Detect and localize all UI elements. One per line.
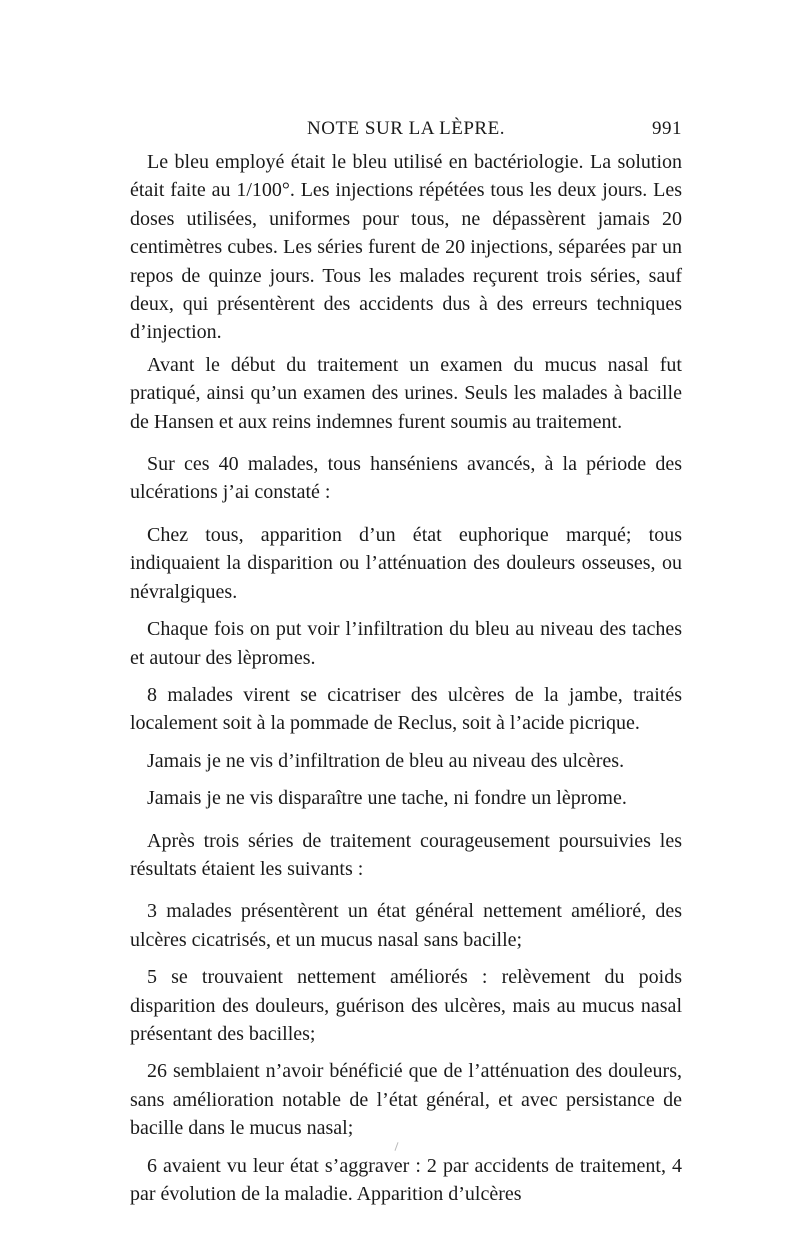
paragraph-result-worsened-6: 6 avaient vu leur état s’aggraver : 2 par accidents de traitement, 4 par évolution de la maladie. Apparition d’ulcères: [130, 1154, 682, 1205]
paragraph-observations-intro: Sur ces 40 malades, tous hanséniens avancés, à la période des ulcérations j’ai constaté :: [130, 453, 682, 504]
running-title: NOTE SUR LA LÈPRE.: [307, 118, 505, 139]
page-number: 991: [652, 118, 682, 139]
paragraph-infiltration: Chaque fois on put voir l’infiltration du bleu au niveau des taches et autour des lèpromes.: [130, 618, 682, 669]
paragraph-result-improved-3: 3 malades présentèrent un état général nettement amélioré, des ulcères cicatrisés, et un mucus nasal sans bacille;: [130, 900, 682, 951]
paragraph-blue-dye-protocol: Le bleu employé était le bleu utilisé en bactériologie. La solution était faite au 1/100°. Les injections répétées tous les deux jours. Les doses utilisées, uniformes pour tous, ne dépassèrent jamais 20 centimètres cubes. Les séries furent de 20 injections, séparées par un repos de quinze jours. Tous les malades reçurent trois séries, sauf deux, qui présentèrent des accidents dus à des erreurs techniques d’injection.: [130, 151, 682, 344]
paragraph-no-ulcer-infiltration: Jamais je ne vis d’infiltration de bleu au niveau des ulcères.: [147, 749, 625, 772]
book-page: [130, 118, 682, 1208]
paragraph-euphoria: Chez tous, apparition d’un état euphorique marqué; tous indiquaient la disparition ou l’atténuation des douleurs osseuses, ou névralgiques.: [130, 523, 682, 603]
body-text: [130, 148, 682, 1208]
paragraph-no-lesion-regression: Jamais je ne vis disparaître une tache, ni fondre un lèprome.: [147, 787, 627, 810]
paragraph-result-improved-5: 5 se trouvaient nettement améliorés : relèvement du poids disparition des douleurs, guérison des ulcères, mais au mucus nasal présentant des bacilles;: [130, 966, 682, 1045]
paragraph-result-pain-relief-26: 26 semblaient n’avoir bénéficié que de l’atténuation des douleurs, sans amélioration notable de l’état général, et avec persistance de bacille dans le mucus nasal;: [130, 1060, 682, 1140]
running-head: [130, 118, 682, 148]
paragraph-results-intro: Après trois séries de traitement courageusement poursuivies les résultats étaient les suivants :: [130, 829, 682, 880]
paragraph-ulcer-healing: 8 malades virent se cicatriser des ulcères de la jambe, traités localement soit à la pommade de Reclus, soit à l’acide picrique.: [130, 683, 682, 735]
paragraph-pre-treatment-exam: Avant le début du traitement un examen du mucus nasal fut pratiqué, ainsi qu’un examen des urines. Seuls les malades à bacille de Hansen et aux reins indemnes furent soumis au traitement.: [130, 353, 682, 433]
